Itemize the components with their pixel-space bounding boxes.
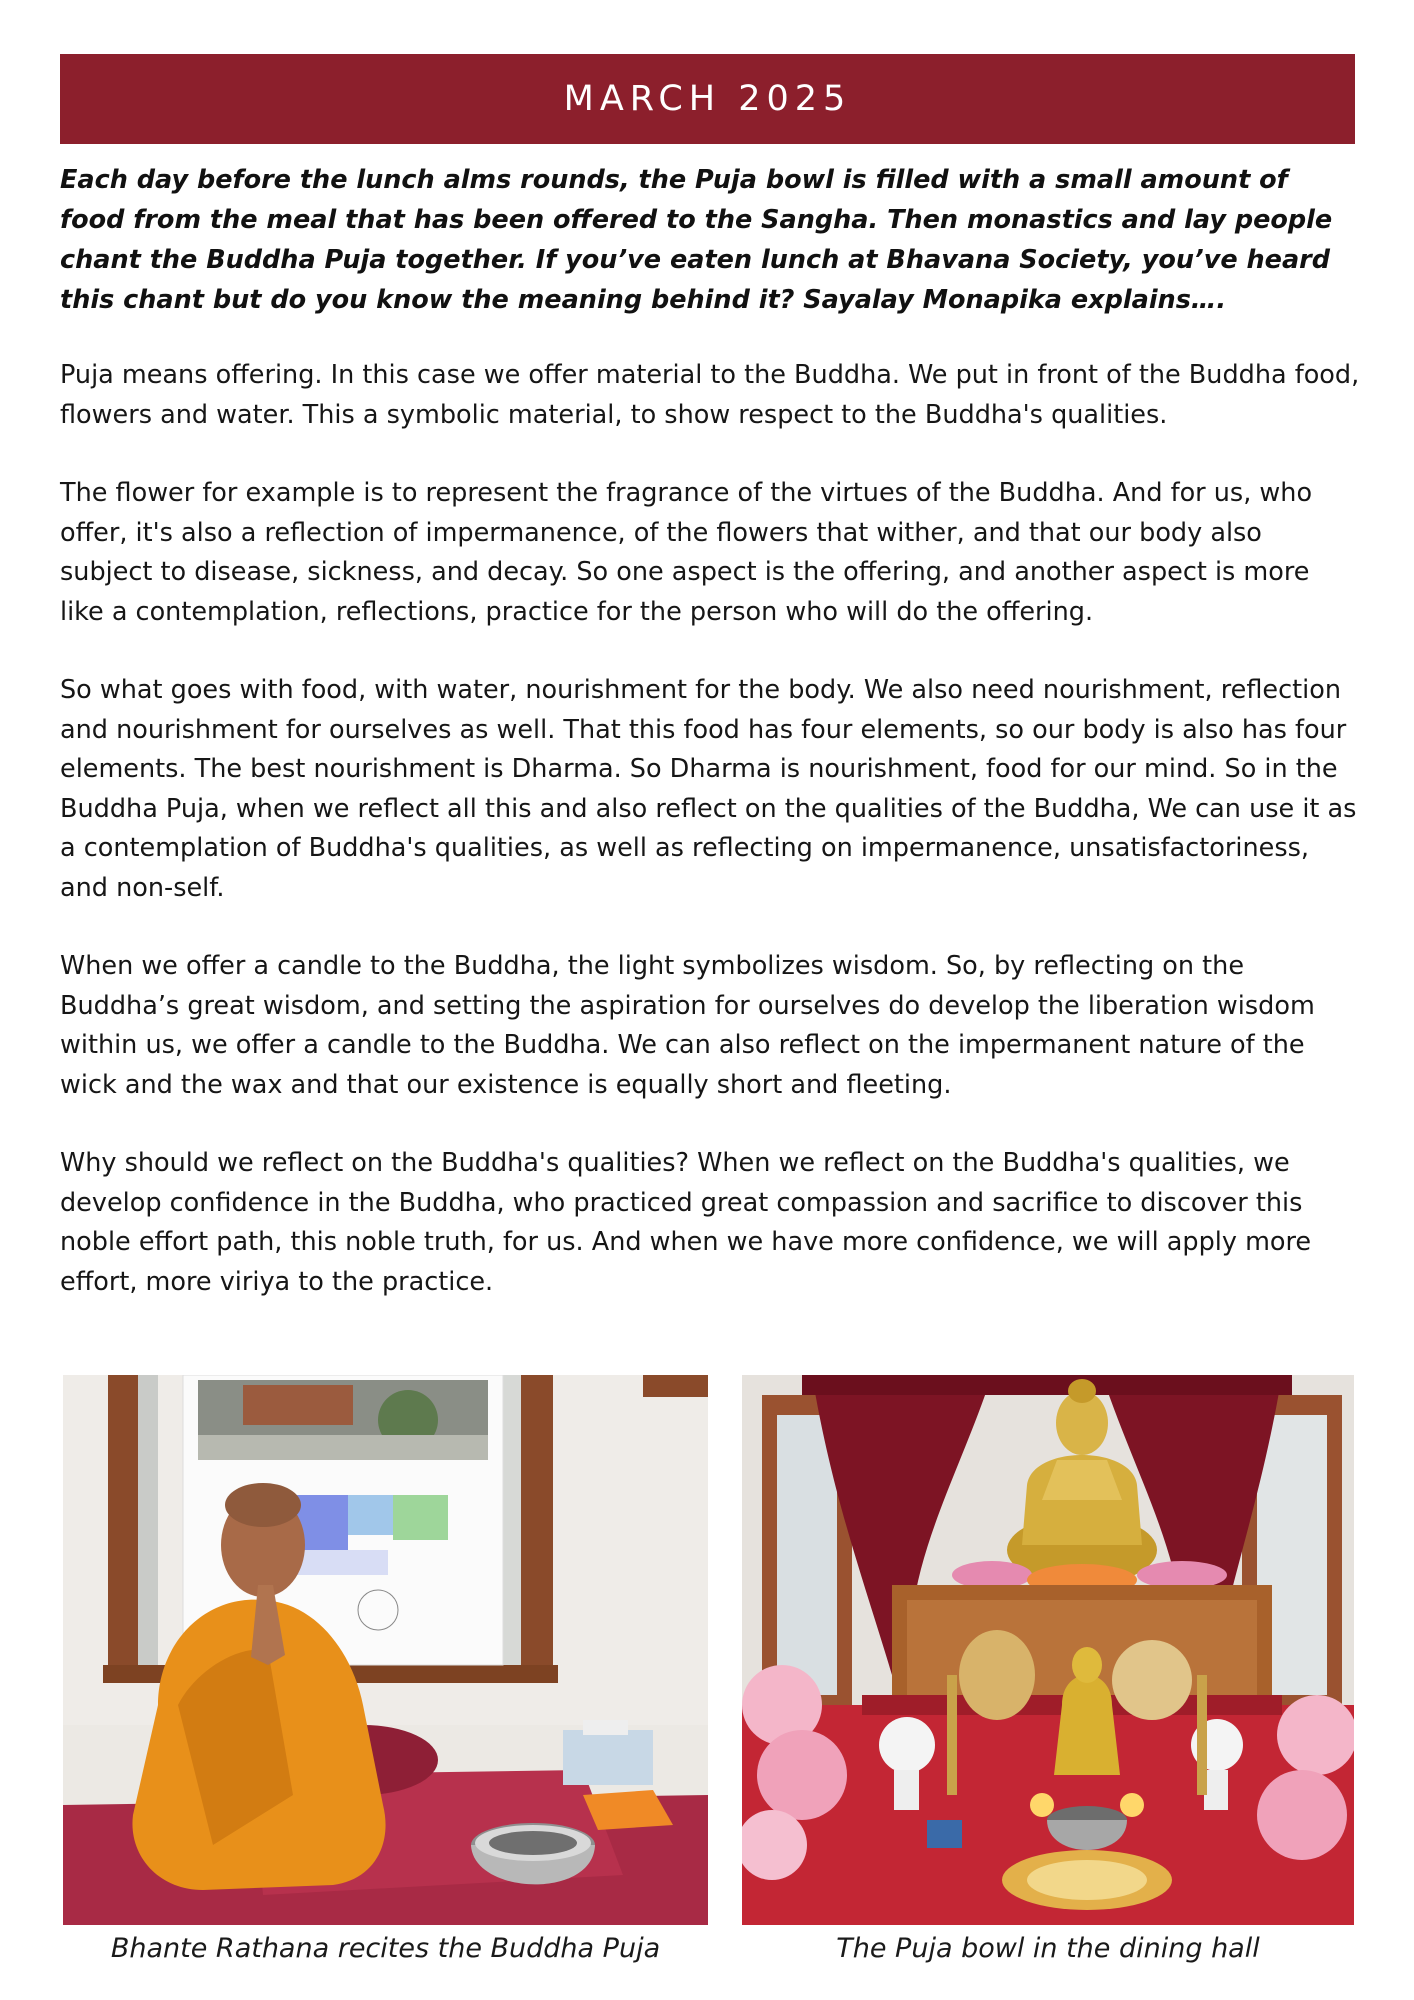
- intro-paragraph: Each day before the lunch alms rounds, the Puja bowl is filled with a small amount of food from the meal that has been offered to the Sangha. Then monastics and lay people chant the Buddha Puja together. If you’ve eaten lunch at Bhavana Society, you’ve heard this chant but do you know the meaning behind it? Sayalay Monapika explains….: [60, 165, 1333, 315]
- paragraph-reflection: Why should we reflect on the Buddha's qualities? When we reflect on the Buddha's qualities, we develop confidence in the Buddha, who practiced great compassion and sacrifice to discover this noble effort path, this noble truth, for us. And when we have more confidence, we will apply more effort, more viriya to the practice.: [60, 1148, 1312, 1297]
- paragraph-puja-meaning: Puja means offering. In this case we offer material to the Buddha. We put in front of the Buddha food, flowers and water. This a symbolic material, to show respect to the Buddha's qualities.: [60, 360, 1360, 430]
- photo-monk-reciting: [63, 1375, 708, 1925]
- caption-monk-photo: Bhante Rathana recites the Buddha Puja: [110, 1933, 661, 1964]
- photo-altar-puja-bowl: [742, 1375, 1354, 1925]
- caption-altar-photo: The Puja bowl in the dining hall: [836, 1933, 1260, 1964]
- paragraph-candle: When we offer a candle to the Buddha, the light symbolizes wisdom. So, by reflecting on the Buddha’s great wisdom, and setting the aspiration for ourselves do develop the liberation wisdom within us, we offer a candle to the Buddha. We can also reflect on the impermanent nature of the wick and the wax and that our existence is equally short and fleeting.: [60, 951, 1315, 1100]
- header-banner: [60, 54, 1355, 144]
- page-title: MARCH 2025: [563, 79, 852, 119]
- paragraph-nourishment: So what goes with food, with water, nourishment for the body. We also need nourishment, reflection and nourishment for ourselves as well. That this food has four elements, so our body is also has four elements. The best nourishment is Dharma. So Dharma is nourishment, food for our mind. So in the Buddha Puja, when we reflect all this and also reflect on the qualities of the Buddha, We can use it as a contemplation of Buddha's qualities, as well as reflecting on impermanence, unsatisfactoriness, and non-self.: [60, 675, 1357, 903]
- paragraph-flower: The flower for example is to represent the fragrance of the virtues of the Buddha. And for us, who offer, it's also a reflection of impermanence, of the flowers that wither, and that our body also subject to disease, sickness, and decay. So one aspect is the offering, and another aspect is more like a contemplation, reflections, practice for the person who will do the offering.: [60, 478, 1313, 627]
- article-body: [60, 356, 1360, 1341]
